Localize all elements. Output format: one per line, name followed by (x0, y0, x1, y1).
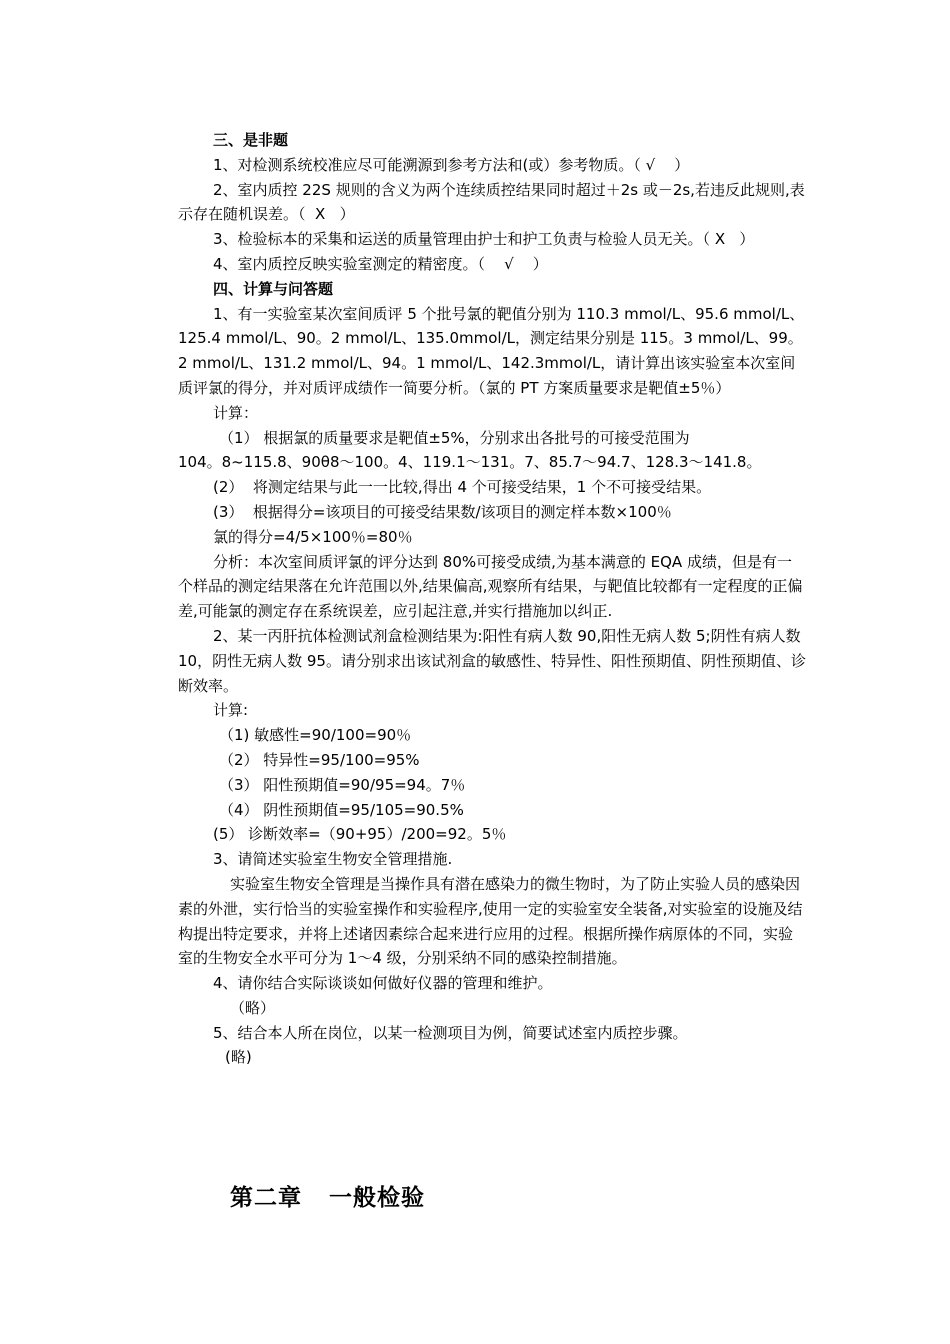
question-2-item: （3） 阳性预期值=90/95=94。7％ (219, 775, 466, 794)
question-5: 5、结合本人所在岗位，以某一检测项目为例，简要试述室内质控步骤。 (213, 1023, 688, 1042)
document-body (178, 128, 806, 1070)
question-1-score: 氯的得分=4/5×100％=80％ (213, 527, 413, 546)
question-1-calc-label: 计算： (213, 403, 259, 422)
question-1-step-1-ranges: 104。8~115.8、90θ8～100。4、119.1～131。7、85.7～94.7、128.3～141.8。 (178, 453, 762, 472)
question-2-item: （4） 阴性预期值=95/105=90.5% (219, 800, 464, 819)
question-1-analysis: 分析：本次室间质评氯的评分达到 80%可接受成绩,为基本满意的 EQA 成绩，但是有一个样品的测定结果落在允许范围以外,结果偏高,观察所有结果，与靶值比较都有一定程度的正偏差,可能氯的测定存在系统误差，应引起注意,并实行措施加以纠正. (178, 552, 803, 621)
question-4: 4、请你结合实际谈谈如何做好仪器的管理和维护。 (213, 974, 553, 993)
question-1-step-1: （1） 根据氯的质量要求是靶值±5%，分别求出各批号的可接受范围为 (219, 428, 690, 447)
question-1-step-2: (2） 将测定结果与此一一比较,得出 4 个可接受结果，1 个不可接受结果。 (213, 478, 712, 497)
question-1-step-3: (3） 根据得分=该项目的可接受结果数/该项目的测定样本数×100％ (213, 502, 672, 521)
section-heading-true-false: 三、是非题 (213, 131, 289, 149)
question-3: 3、请简述实验室生物安全管理措施. (213, 850, 453, 869)
question-1: 1、有一实验室某次室间质评 5 个批号氯的靶值分别为 110.3 mmol/L、95.6 mmol/L、125.4 mmol/L、90。2 mmol/L、135.0mmol/L，测定结果分别是 115。3 mmol/L、99。2 mmol/L、131.2 mmol/L、94。1 mmol/L、142.3mmol/L，请计算出该实验室本次室间质评氯的得分，并对质评成绩作一简要分析。（氯的 PT 方案质量要求是靶值±5％） (178, 304, 805, 397)
question-2: 2、某一丙肝抗体检测试剂盒检测结果为:阳性有病人数 90,阳性无病人数 5;阴性有病人数 10，阴性无病人数 95。请分别求出该试剂盒的敏感性、特异性、阳性预期值、阴性预期值、诊断效率。 (178, 626, 806, 695)
true-false-item-3: 3、检验标本的采集和运送的质量管理由护士和护工负责与检验人员无关。（ X ） (213, 230, 755, 249)
question-2-item: （2） 特异性=95/100=95% (219, 750, 420, 769)
section-heading-calculation: 四、计算与问答题 (213, 279, 334, 298)
question-2-calc-label: 计算: (213, 701, 249, 720)
question-5-answer: (略) (225, 1048, 252, 1067)
chapter-title: 第二章 一般检验 (230, 1184, 426, 1211)
true-false-item-4: 4、室内质控反映实验室测定的精密度。（ √ ） (213, 254, 548, 273)
question-2-item: (5） 诊断效率=（90+95）/200=92。5％ (213, 825, 507, 844)
question-2-item: （1) 敏感性=90/100=90％ (219, 726, 412, 745)
question-4-answer: （略） (230, 998, 276, 1017)
question-3-answer: 实验室生物安全管理是当操作具有潜在感染力的微生物时，为了防止实验人员的感染因素的外泄，实行恰当的实验室操作和实验程序,使用一定的实验室安全装备,对实验室的设施及结构提出特定要求，并将上述诸因素综合起来进行应用的过程。根据所操作病原体的不同，实验室的生物安全水平可分为 1～4 级，分别采纳不同的感染控制措施。 (178, 874, 803, 968)
true-false-item-1: 1、对检测系统校准应尽可能溯源到参考方法和(或）参考物质。（ √ ） (213, 155, 690, 174)
true-false-item-2: 2、室内质控 22S 规则的含义为两个连续质控结果同时超过＋2s 或－2s,若违反此规则,表示存在随机误差。（ X ） (178, 180, 805, 224)
